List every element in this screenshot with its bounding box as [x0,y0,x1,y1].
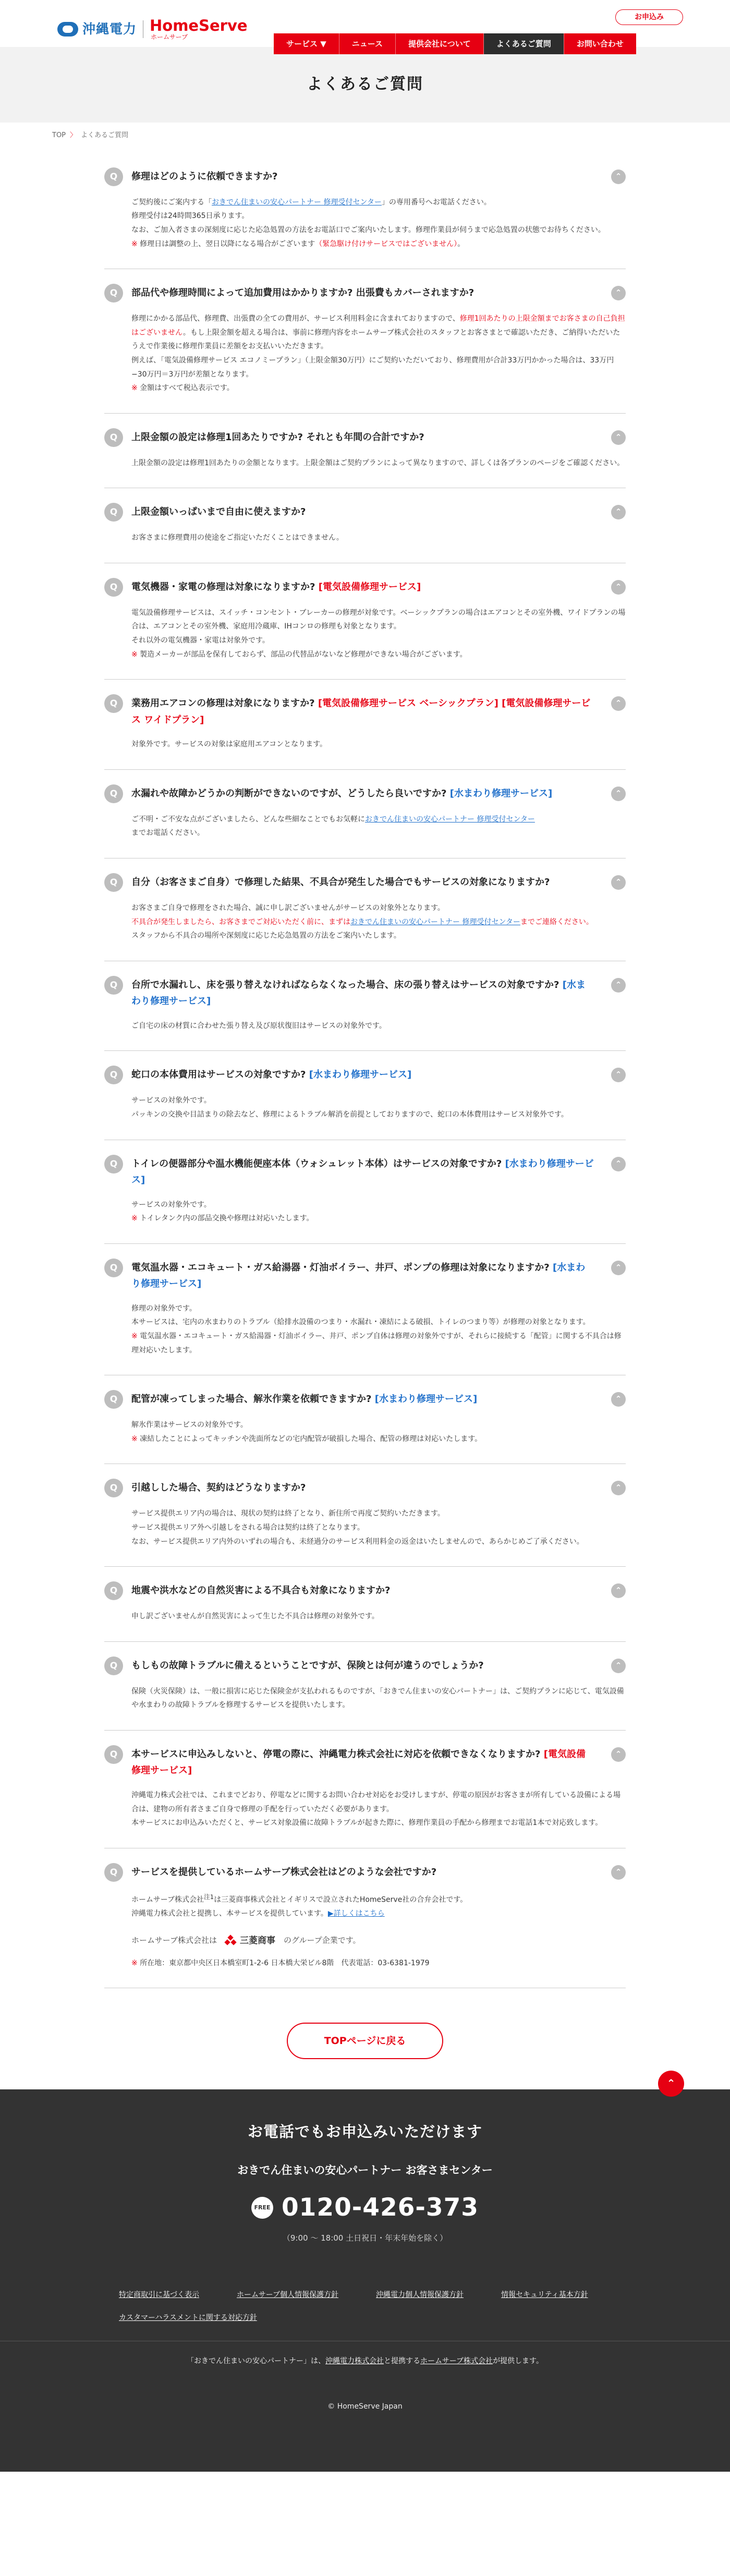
question-label: 水漏れや故障かどうかの判断ができないのですが、どうしたら良いですか? [131,788,447,799]
faq-item [104,414,626,489]
collapse-chevron-icon[interactable]: ⌃ [611,430,626,445]
answer-text: 申し訳ございませんが自然災害によって生じた不具合は修理の対象外です。 [131,1612,379,1621]
question-mark-icon: Q [104,167,123,186]
okinawa-electric-logo [57,18,137,41]
faq-answer [104,456,626,470]
collapse-chevron-icon[interactable]: ⌃ [611,1157,626,1171]
answer-text: 本サービスは、宅内の水まわりのトラブル（給排水設備のつまり・水漏れ・凍結による破損、トイレのつまり等）が修理の対象となります。 [131,1318,590,1327]
okinawa-electric-mark-icon [57,22,78,37]
answer-alert-text: 修理1回あたりの上限金額までお客さまの自己負担はございません [131,315,625,337]
answer-text: パッキンの交換や目詰まりの除去など、修理によるトラブル解消を前提としておりますので、蛇口の本体費用はサービス対象外です。 [131,1110,568,1119]
question-label: 修理はどのように依頼できますか? [131,171,278,182]
faq-item [104,858,626,961]
question-label: トイレの便器部分や温水機能便座本体（ウォシュレット本体）はサービスの対象ですか? [131,1158,502,1169]
answer-text: サービスの対象外です。 [131,1200,211,1209]
faq-question[interactable] [104,694,626,728]
footer-heading: お電話でもお申込みいただけます [247,2123,482,2141]
faq-item [104,770,626,858]
faq-question-text [131,1066,411,1083]
answer-text: なお、ご加入者さまの深刻度に応じた応急処置の方法をお電話口でご案内いたします。修理作業員が伺うまで応急処置の状態でお待ちください。 [131,225,605,234]
answer-text: 保険（火災保険）は、一般に損害に応じた保険金が支払われるものですが、「おきでん住まいの安心パートナー」は、ご契約プランに応じて、電気設備や水まわりの故障トラブルを修理するサービスを提供いたします。 [131,1687,624,1710]
service-tag: [電気設備修理サービス] [131,1748,586,1776]
faq-answer [104,1507,626,1549]
question-label: 部品代や修理時間によって追加費用はかかりますか? 出張費もカバーされますか? [131,287,475,299]
faq-question[interactable] [104,428,626,447]
faq-question-text [131,428,424,446]
answer-text: 沖縄電力株式会社と提携し、本サービスを提供しています。 [131,1909,328,1918]
answer-text: 修理にかかる部品代、修理費、出張費の全ての費用が、サービス利用料金に含まれておりますので、 [131,315,460,323]
faq-question[interactable] [104,1656,626,1675]
collapse-chevron-icon[interactable]: ⌃ [611,1068,626,1082]
collapse-chevron-icon[interactable]: ⌃ [611,1659,626,1673]
collapse-chevron-icon[interactable]: ⌃ [611,875,626,890]
faq-list [104,167,626,1989]
nav-services[interactable]: サービス ▼ [274,33,339,54]
collapse-chevron-icon[interactable]: ⌃ [611,1481,626,1495]
question-mark-icon: Q [104,1259,123,1277]
note-mark: ※ [131,239,138,248]
collapse-chevron-icon[interactable]: ⌃ [611,170,626,184]
answer-alert-text: （緊急駆け付けサービスではございません） [315,239,458,248]
business-hours: （9:00 ～ 18:00 土日祝日・年末年始を除く） [282,2233,448,2243]
page-top-icon[interactable]: ⌃ [658,2071,684,2097]
answer-text: 上限金額の設定は修理1回あたりの金額となります。上限金額はご契約プランによって異なりますので、詳しくは各プランのページをご確認ください。 [131,458,625,467]
disclaimer-link-homeserve[interactable]: ホームサーブ株式会社 [420,2357,493,2366]
faq-question-text [131,694,594,728]
faq-item [104,1051,626,1140]
faq-answer [104,1610,626,1624]
faq-question-text [131,284,474,301]
nav-faq[interactable]: よくあるご質問 [484,33,564,54]
question-mark-icon: Q [104,1745,123,1764]
faq-question[interactable] [104,578,626,597]
breadcrumb-current: よくあるご質問 [81,131,129,139]
group-note-suffix: のグループ企業です。 [283,1936,361,1945]
faq-item [104,680,626,770]
answer-text: 電気設備修理サービスは、スイッチ・コンセント・ブレーカーの修理が対象です。ベーシックプランの場合はエアコンとその室外機、ワイドプランの場合は、エアコンとその室外機、家庭用冷蔵庫、IHコンロの修理も対象となります。 [131,608,626,631]
top-button-wrap [0,2023,730,2059]
footer-link-homeserve-privacy[interactable]: ホームサーブ個人情報保護方針 [237,2291,339,2300]
faq-item [104,1464,626,1567]
faq-answer [104,531,626,545]
mitsubishi-name: 三菱商事 [239,1935,275,1946]
footer-link-harassment-policy[interactable]: カスタマーハラスメントに関する対応方針 [119,2314,257,2323]
answer-text: サービス提供エリア外へ引越しをされる場合は契約は終了となります。 [131,1523,364,1532]
service-tag: [水まわり修理サービス] [374,1394,478,1405]
faq-answer [104,1891,626,1970]
answer-text: 修理日は調整の上、翌日以降になる場合がございます [137,239,315,248]
question-mark-icon: Q [104,694,123,713]
answer-text: 修理受付は24時間365日承ります。 [131,212,249,221]
footer-disclaimer [0,2355,730,2368]
answer-text: までお電話ください。 [131,829,204,838]
answer-text: 解氷作業はサービスの対象外です。 [131,1421,248,1430]
faq-item [104,1244,626,1375]
apply-button[interactable]: お申込み [615,9,683,25]
breadcrumb-separator: 〉 [70,131,77,139]
collapse-chevron-icon[interactable]: ⌃ [611,978,626,993]
note-mark: ※ [131,650,138,659]
collapse-chevron-icon[interactable]: ⌃ [611,1583,626,1598]
answer-link[interactable]: ▶詳しくはこちら [327,1909,385,1918]
faq-question-text [131,1155,594,1189]
faq-answer [104,813,626,840]
faq-question-text [131,1479,306,1496]
answer-text: は三菱商事株式会社とイギリスで設立されたHomeServe社の合弁会社です。 [214,1895,468,1904]
faq-question[interactable] [104,1745,626,1779]
collapse-chevron-icon[interactable]: ⌃ [611,787,626,801]
copyright: © HomeServe Japan [327,2402,403,2411]
answer-text: 金額はすべて税込表示です。 [137,384,234,393]
question-label: 上限金額いっぱいまで自由に使えますか? [131,506,306,518]
answer-text: 修理の対象外です。 [131,1304,197,1313]
faq-item [104,488,626,563]
site-footer [0,2077,730,2472]
service-tag: [水まわり修理サービス] [131,1158,594,1186]
page-title: よくあるご質問 [307,75,423,94]
question-label: 上限金額の設定は修理1回あたりですか? それとも年間の合計ですか? [131,431,424,443]
question-mark-icon: Q [104,873,123,892]
faq-question-text [131,1656,484,1674]
faq-item [104,269,626,414]
faq-answer [104,196,626,251]
question-label: 電気機器・家電の修理は対象になりますか? [131,581,315,592]
okinawa-electric-name: 沖縄電力 [82,21,137,37]
collapse-chevron-icon[interactable]: ⌃ [611,1392,626,1407]
faq-question[interactable] [104,167,626,186]
faq-answer [104,606,626,661]
homeserve-name: HomeServe [150,17,248,35]
faq-question[interactable] [104,1155,626,1189]
freedial-icon: FREE [251,2197,273,2219]
page-hero [0,47,730,123]
question-mark-icon: Q [104,428,123,447]
global-nav [274,33,636,54]
answer-alert-text: 不具合が発生しましたら、お客さまでご対応いただく前に、まずは [131,917,350,926]
mitsubishi-logo [225,1932,275,1949]
answer-text: ご不明・ご不安な点がございましたら、どんな些細なことでもお気軽に [131,815,365,824]
question-label: 本サービスに申込みしないと、停電の際に、沖縄電力株式会社に対応を依頼できなくなりますか? [131,1748,541,1760]
question-label: 台所で水漏れし、床を張り替えなければならなくなった場合、床の張り替えはサービスの対象ですか? [131,979,559,990]
collapse-chevron-icon[interactable]: ⌃ [611,286,626,300]
question-mark-icon: Q [104,578,123,597]
answer-text: スタッフから不具合の場所や深刻度に応じた応急処置の方法をご案内いたします。 [131,932,401,940]
faq-answer [104,901,626,943]
brand-logo[interactable] [57,18,248,41]
faq-item [104,961,626,1051]
question-mark-icon: Q [104,1863,123,1882]
faq-question[interactable] [104,873,626,892]
faq-question[interactable] [104,1863,626,1882]
question-mark-icon: Q [104,503,123,522]
answer-link[interactable]: おきでん住まいの安心パートナー 修理受付センター [212,198,382,207]
nav-contact[interactable]: お問い合わせ [564,33,636,54]
answer-link[interactable]: おきでん住まいの安心パートナー 修理受付センター [365,815,535,824]
faq-question-text [131,784,552,802]
homeserve-logo [150,18,248,40]
faq-item [104,563,626,680]
answer-text: サービス提供エリア内の場合は、現状の契約は終了となり、新住所で再度ご契約いただきます。 [131,1509,445,1518]
faq-question-text [131,503,306,521]
footer-link-security-policy[interactable]: 情報セキュリティ基本方針 [501,2291,588,2300]
collapse-chevron-icon[interactable]: ⌃ [611,580,626,595]
footer-contact [0,2089,730,2245]
faq-answer [104,1019,626,1033]
service-tag: [水まわり修理サービス] [309,1069,412,1081]
faq-question[interactable] [104,1581,626,1600]
collapse-chevron-icon[interactable]: ⌃ [611,1261,626,1275]
answer-text: トイレタンク内の部品交換や修理は対応いたします。 [137,1214,314,1223]
answer-text: お客さまに修理費用の使途をご指定いただくことはできません。 [131,534,344,542]
faq-question[interactable] [104,1479,626,1497]
service-tag: [電気設備修理サービス ベーシックプラン] [電気設備修理サービス ワイドプラン] [131,698,591,725]
answer-text: ホームサーブ株式会社 [131,1895,204,1904]
note-mark: ※ [131,384,138,393]
faq-question-text [131,1259,594,1292]
footer-link-tokusho[interactable]: 特定商取引に基づく表示 [119,2291,199,2300]
disclaimer-text: が提供します。 [493,2357,543,2366]
three-diamonds-icon [225,1936,236,1946]
collapse-chevron-icon[interactable]: ⌃ [611,505,626,519]
question-label: 業務用エアコンの修理は対象になりますか? [131,698,315,709]
faq-question-text [131,167,277,185]
footer-links [0,2283,730,2329]
customer-center-name: おきでん住まいの安心パートナー お客さまセンター [237,2164,493,2177]
faq-question[interactable] [104,976,626,1010]
note-mark: ※ [131,1214,138,1223]
question-label: 地震や洪水などの自然災害による不具合も対象になりますか? [131,1585,391,1597]
nav-company[interactable]: 提供会社について [396,33,484,54]
faq-answer [104,1685,626,1712]
answer-text: 沖縄電力株式会社では、これまでどおり、停電などに関するお問い合わせ対応をお受けしますが、停電の原因がお客さまが所有している設備による場合は、建物の所有者さまご自身で修理の手配を行っていただく必要があります。 [131,1791,620,1813]
question-mark-icon: Q [104,1066,123,1084]
faq-question[interactable] [104,1259,626,1292]
answer-text: 。もし上限金額を超える場合は、事前に修理内容をホームサーブ株式会社のスタッフとお客さまとで確認いただき、ご納得いただいたうえで作業後に修理作業員に差額をお支払いいただきます。 [131,328,620,351]
question-mark-icon: Q [104,784,123,803]
faq-question[interactable] [104,284,626,303]
address-text: 所在地：東京都中央区日本橋室町1-2-6 日本橋大栄ビル8階 代表電話：03-6381-1979 [140,1958,430,1967]
question-label: 自分（お客さまご自身）で修理した結果、不具合が発生した場合でもサービスの対象になりますか? [131,877,550,888]
group-company-note [131,1932,626,1949]
faq-answer [104,312,626,395]
note-mark: ※ [131,1332,138,1340]
answer-text: ご自宅の床の材質に合わせた張り替え及び原状復旧はサービスの対象外です。 [131,1021,386,1030]
answer-text: 。 [457,239,465,248]
answer-text: 凍結したことによってキッチンや洗面所などの宅内配管が破損した場合、配管の修理は対応いたします。 [137,1434,482,1443]
faq-item [104,1848,626,1989]
faq-answer [104,737,626,752]
service-tag: [電気設備修理サービス] [318,581,421,592]
faq-item [104,1140,626,1244]
faq-question-text [131,976,594,1010]
collapse-chevron-icon[interactable]: ⌃ [611,696,626,711]
question-mark-icon: Q [104,1479,123,1497]
faq-answer [104,1788,626,1830]
faq-item [104,1731,626,1848]
collapse-chevron-icon[interactable]: ⌃ [611,1865,626,1880]
faq-question-text [131,873,550,891]
breadcrumb [0,123,730,149]
collapse-chevron-icon[interactable]: ⌃ [611,1747,626,1762]
question-mark-icon: Q [104,284,123,303]
faq-answer [104,1198,626,1226]
answer-text: サービスの対象外です。 [131,1096,211,1105]
faq-answer [104,1302,626,1357]
question-label: 配管が凍ってしまった場合、解氷作業を依頼できますか? [131,1394,372,1405]
answer-link[interactable]: おきでん住まいの安心パートナー 修理受付センター [350,917,520,926]
disclaimer-link-okiden[interactable]: 沖縄電力株式会社 [325,2357,384,2366]
faq-answer [104,1094,626,1121]
site-header [0,0,730,47]
question-label: サービスを提供しているホームサーブ株式会社はどのような会社ですか? [131,1866,437,1878]
faq-question-text [131,578,421,596]
faq-question[interactable] [104,503,626,522]
answer-text: 本サービスにお申込みいただくと、サービス対象設備に故障トラブルが起きた際に、修理作業員の手配から修理までお電話1本で対応致します。 [131,1819,603,1828]
answer-text: お客さまご自身で修理をされた場合、誠に申し訳ございませんがサービスの対象外となります。 [131,904,445,913]
faq-question-text [131,1745,594,1779]
answer-text: 電気温水器・エコキュート・ガス給湯器・灯油ボイラー、井戸、ポンプ自体は修理の対象外ですが、それらに接続する「配管」に関する不具合は修理対応いたします。 [131,1332,622,1354]
service-tag: [水まわり修理サービス] [131,1262,586,1290]
answer-text: 」の専用番号へお電話ください。 [381,198,491,207]
note-mark: ※ [131,1434,138,1443]
faq-question-text [131,1390,477,1408]
faq-question[interactable] [104,1390,626,1409]
question-label: 電気温水器・エコキュート・ガス給湯器・灯油ボイラー、井戸、ポンプの修理は対象になりますか? [131,1262,550,1273]
note-mark: ※ [131,1958,138,1967]
group-note-text: ホームサーブ株式会社は [131,1936,217,1945]
breadcrumb-home[interactable]: TOP [52,131,66,139]
faq-item [104,1567,626,1642]
phone-number[interactable]: 0120-426-373 [281,2193,479,2222]
answer-text: なお、サービス提供エリア内外のいずれの場合も、未経過分のサービス利用料金の返金はいたしませんので、あらかじめご了承ください。 [131,1537,584,1546]
company-address [131,1956,626,1970]
question-mark-icon: Q [104,976,123,995]
question-mark-icon: Q [104,1581,123,1600]
service-tag: [水まわり修理サービス] [131,979,586,1007]
answer-text: 例えば、「電気設備修理サービス エコノミープラン」（上限金額30万円）にご契約いただいており、修理費用が合計33万円かかった場合は、33万円−30万円＝3万円が差額となります。 [131,356,614,379]
question-label: 蛇口の本体費用はサービスの対象ですか? [131,1069,306,1081]
answer-text: ご契約後にご案内する「 [131,198,212,207]
answer-text: 対象外です。サービスの対象は家庭用エアコンとなります。 [131,740,327,749]
homeserve-sub: ホームサーブ [151,33,188,41]
phone-block [0,2186,730,2229]
faq-question[interactable] [104,1066,626,1084]
footer-link-okiden-privacy[interactable]: 沖縄電力個人情報保護方針 [376,2291,464,2300]
answer-text: それ以外の電気機器・家電は対象外です。 [131,636,270,645]
service-tag: [水まわり修理サービス] [449,788,553,799]
faq-item [104,167,626,269]
faq-question[interactable] [104,784,626,803]
faq-item [104,1642,626,1731]
nav-news[interactable]: ニュース [339,33,396,54]
question-mark-icon: Q [104,1656,123,1675]
back-to-top-button[interactable]: TOPページに戻る [287,2023,443,2059]
faq-question-text [131,1581,390,1599]
faq-answer [104,1418,626,1446]
question-label: 引越しした場合、契約はどうなりますか? [131,1482,306,1494]
question-mark-icon: Q [104,1155,123,1174]
question-mark-icon: Q [104,1390,123,1409]
answer-alert-text: までご連絡ください。 [520,917,593,926]
disclaimer-text: 「おきでん住まいの安心パートナー」は、 [187,2357,326,2366]
footnote-mark: 注1 [204,1893,214,1901]
disclaimer-text: と提携する [384,2357,421,2366]
faq-item [104,1375,626,1464]
faq-question-text [131,1863,436,1881]
answer-text: 製造メーカーが部品を保有しておらず、部品の代替品がないなど修理ができない場合がございます。 [137,650,467,659]
question-label: もしもの故障トラブルに備えるということですが、保険とは何が違うのでしょうか? [131,1660,484,1671]
